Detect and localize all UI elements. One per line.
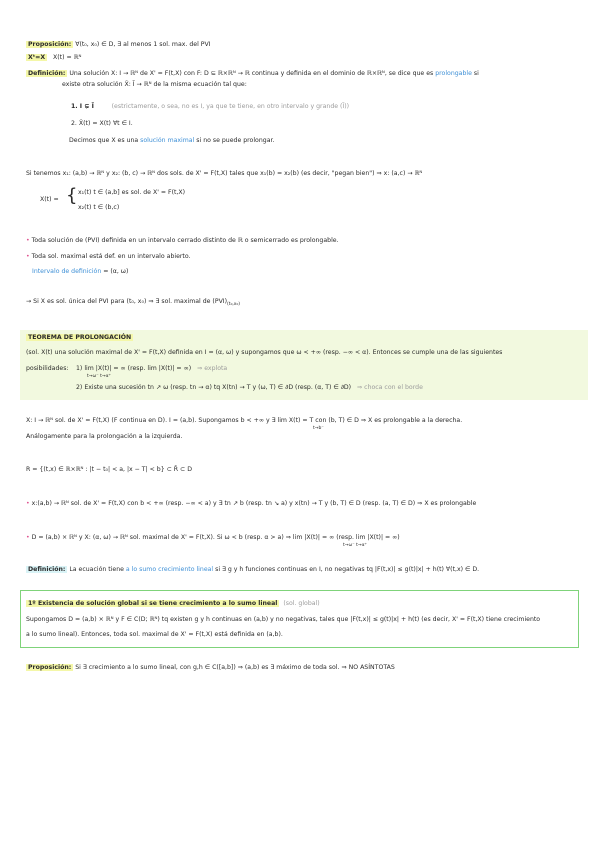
def1-line2: existe otra solución X̃: Ĩ → ℝᴺ de la misma ecuación tal que: (62, 81, 247, 88)
teorema-opt1-note: ⇒ explota (197, 365, 228, 372)
def1-last-a: Decimos que X es una (69, 137, 139, 144)
x-line-b: X(t) = ℝᴺ (53, 54, 82, 61)
r-line: R = {(t,x) ∈ ℝ×ℝᴺ : |t − t₀| < a, |x − T| < b} ⊂ R̄ ⊂ D (26, 466, 192, 473)
def2-row (26, 566, 479, 574)
teo2-line2: a lo sumo lineal). Entonces, toda sol. maximal de X' = F(t,X) está definida en (a,b). (26, 631, 283, 638)
def1-last-b: si no se puede prolongar. (196, 137, 275, 144)
prop1-label: Proposición: (28, 41, 72, 48)
arrow-line: → Si X es sol. única del PVI para (t₀, x₀) ⇒ ∃ sol. maximal de $(PVI)_{(t_0,x_0)}$ (26, 298, 241, 308)
prop2-row (26, 664, 395, 672)
teorema-title: TEOREMA DE PROLONGACIÓN (28, 334, 132, 341)
teorema-opt1: 1) lim |X(t)| = ∞ (resp. lim |X(t)| = ∞) ⇒ explota (76, 365, 228, 372)
teorema-opt2-note: ⇒ choca con el borde (357, 384, 423, 391)
teorema-opt1-sub: t→ω⁻ t→α⁺ (87, 374, 111, 379)
interval-rest: = (α, ω) (101, 268, 129, 275)
def1-label: Definición: (28, 70, 66, 77)
def2-a: La ecuación tiene (69, 566, 124, 573)
prop2-text: Si ∃ crecimiento a lo sumo lineal, con g,h ∈ C([a,b]) ⇒ (a,b) es ∃ máximo de toda sol. ⇒ NO ASÍNTOTAS (75, 664, 395, 671)
bullet-1: • Toda solución de (PVI) definida en un intervalo cerrado distinto de ℝ o semicerrado es prolongable. (26, 237, 339, 244)
glue-lhs: X(t) = (40, 196, 59, 203)
def1-last (69, 137, 274, 145)
def1-item2: 2. X̃(t) = X(t) ∀t ∈ I. (71, 120, 133, 127)
bullet-4: • D = (a,b) × ℝᴺ y X: (α, ω) → ℝᴺ sol. maximal de X' = F(t,X). Si ω < b (resp. α > a) ⇒ lim |X(t)| = ∞ (resp. lim |X(t)| = ∞) (26, 534, 400, 541)
def2-term: a lo sumo crecimiento lineal (125, 566, 214, 573)
def1-item1-note: (estrictamente, o sea, no es I, ya que te tiene, en otro intervalo y grande (Ĩ)) (111, 103, 350, 110)
def2-label: Definición: (28, 566, 66, 573)
def2-b: si ∃ g y h funciones continuas en I, no negativas tq |F(t,x)| ≤ g(t)|x| + h(t) ∀(t,x) ∈ D. (215, 566, 480, 573)
glue-case1: x₁(t) t ∈ (a,b] es sol. de X' = F(t,X) (78, 189, 186, 196)
prop1-row (26, 41, 211, 49)
teo2-note: (sol. global) (283, 600, 320, 607)
x-line (26, 54, 81, 62)
arrow-sub: (t₀,x₀) (227, 302, 241, 308)
prop2-label: Proposición: (28, 664, 72, 671)
def1-item1-row (71, 103, 349, 111)
teorema-line1: (sol. X(t) una solución maximal de X' = F(t,X) definida en I = (α, ω) y supongamos que ω < +∞ (resp. −∞ < α). Entonces se cumple una de las siguientes (26, 349, 503, 356)
def1-row (26, 70, 479, 78)
def1-item1: 1. I ⊊ Ĩ (71, 103, 94, 110)
def1-text1: Una solución X: I → ℝᴺ de X' = F(t,X) con F: D ⊆ ℝ×ℝᴺ → ℝ continua y definida en el dominio de ℝ×ℝᴺ, se dice que es (69, 70, 434, 77)
teorema-opt2: 2) Existe una sucesión tn ↗ ω (resp. tn → α) tq X(tn) → T y (ω, T) ∈ ∂D (resp. (α, T) ∈ ∂D) ⇒ choca con el borde (76, 384, 423, 391)
def1-last-term: solución maximal (140, 137, 195, 144)
bullet-3: • x:(a,b) → ℝᴺ sol. de X' = F(t,X) con b < +∞ (resp. −∞ < a) y ∃ tn ↗ b (resp. tn ↘ a) y x(tn) → T y (b, T) ∈ D (resp. (a, T) ∈ D) ⇒ X es prolongable (26, 500, 477, 507)
teorema-posib: posibilidades: (26, 365, 69, 372)
para1-sub: t→b⁻ (313, 426, 324, 431)
teo2-line1: Supongamos D = (a,b) × ℝᴺ y F ∈ C(D; ℝᴺ) tq existen g y h continuas en (a,b) y no negativas, tales que |F(t,x)| ≤ g(t)|x| + h(t) (es decir, X' = F(t,X) tiene crecimiento (26, 616, 541, 623)
interval-line (32, 268, 128, 276)
para1-line1: X: I → ℝᴺ sol. de X' = F(t,X) (F continua en D). I = (a,b). Supongamos b < +∞ y ∃ lim X(t) = T con (b, T) ∈ D ⇒ X es prolongable a la derecha. (26, 417, 463, 424)
x-line-a: Xᵗ=X (28, 54, 46, 61)
para1-line2: Análogamente para la prolongación a la izquierda. (26, 433, 183, 440)
glue-line1: Si tenemos x₁: (a,b) → ℝᴺ y x₂: (b, c) → ℝᴺ dos sols. de X' = F(t,X) tales que x₁(b) = x₂(b) (es decir, "pegan bien") ⇒ x: (a,c) → ℝᴺ (26, 170, 423, 177)
teo2-title: 1º Existencia de solución global si se tiene crecimiento a lo sumo lineal (28, 600, 278, 607)
prop1-text: ∀(t₀, x₀) ∈ D, ∃ al menos 1 sol. max. del PVI (75, 41, 211, 48)
def1-text2: si (473, 70, 479, 77)
glue-case2: x₂(t) t ∈ (b,c) (78, 204, 120, 211)
interval-term: Intervalo de definición (32, 268, 102, 275)
teo2-title-row (26, 600, 320, 608)
bullet-4-sub: t→ω⁻ t→α⁺ (343, 543, 367, 548)
def1-term: prolongable (435, 70, 472, 77)
bullet-2: • Toda sol. maximal está def. en un intervalo abierto. (26, 253, 191, 260)
glue-brace: { (66, 185, 78, 206)
